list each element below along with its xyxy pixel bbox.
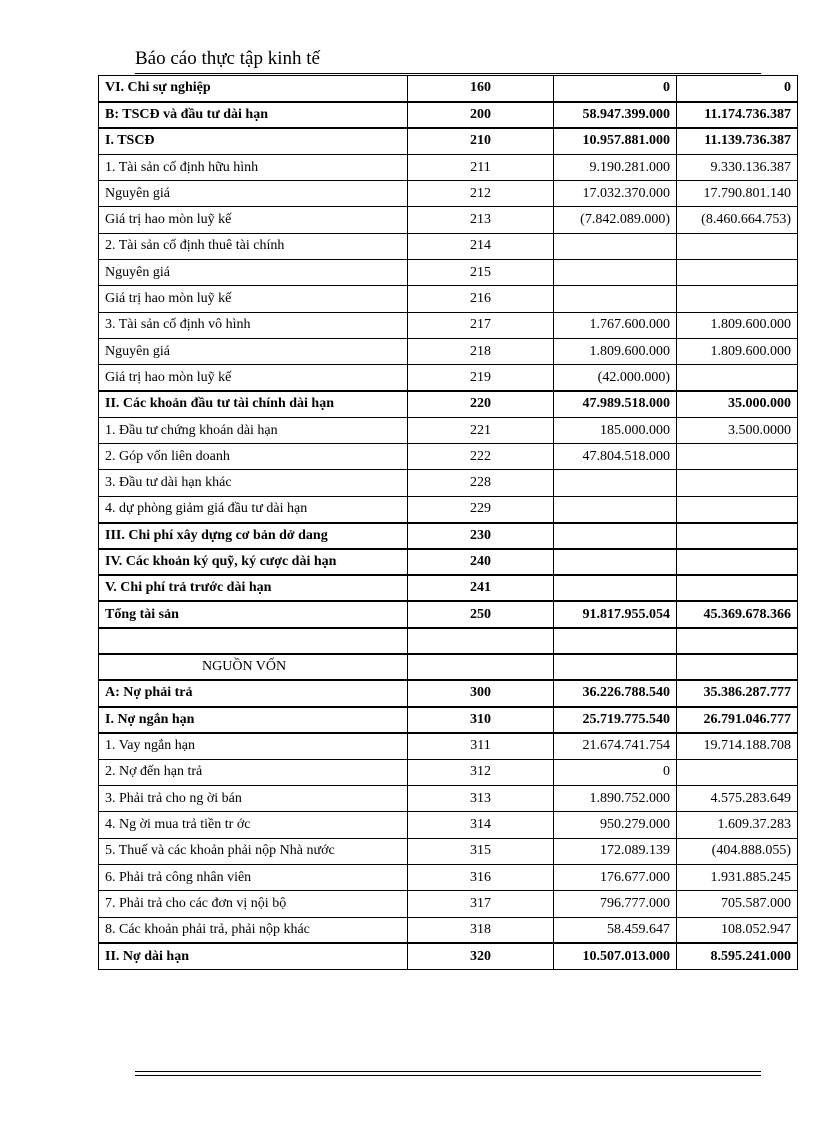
table-row xyxy=(99,680,798,706)
row-label: 6. Phải trả công nhân viên xyxy=(99,864,408,890)
row-label: Giá trị hao mòn luỹ kế xyxy=(99,286,408,312)
table-row xyxy=(99,864,798,890)
row-code: 240 xyxy=(408,549,554,575)
row-code: 229 xyxy=(408,496,554,522)
row-code: 313 xyxy=(408,786,554,812)
row-value-end: 1.609.37.283 xyxy=(677,812,798,838)
row-code: 211 xyxy=(408,154,554,180)
row-code: 312 xyxy=(408,759,554,785)
row-code xyxy=(408,654,554,680)
row-value-end xyxy=(677,654,798,680)
row-label: 4. Ng ời mua trả tiền tr ớc xyxy=(99,812,408,838)
table-row xyxy=(99,181,798,207)
table-row xyxy=(99,654,798,680)
table-row xyxy=(99,207,798,233)
row-code: 216 xyxy=(408,286,554,312)
row-value-end xyxy=(677,260,798,286)
row-code: 228 xyxy=(408,470,554,496)
row-value-start: 950.279.000 xyxy=(554,812,677,838)
row-value-start xyxy=(554,260,677,286)
table-row xyxy=(99,891,798,917)
row-value-end: (8.460.664.753) xyxy=(677,207,798,233)
row-label: 1. Vay ngắn hạn xyxy=(99,733,408,759)
row-value-end: 35.000.000 xyxy=(677,391,798,417)
table-row xyxy=(99,470,798,496)
row-value-end: 108.052.947 xyxy=(677,917,798,943)
row-value-end xyxy=(677,549,798,575)
row-label: V. Chi phí trả trước dài hạn xyxy=(99,575,408,601)
row-label: II. Nợ dài hạn xyxy=(99,943,408,969)
row-label: I. TSCĐ xyxy=(99,128,408,154)
row-value-end: 11.174.736.387 xyxy=(677,102,798,128)
row-value-start xyxy=(554,233,677,259)
row-value-start: 10.957.881.000 xyxy=(554,128,677,154)
row-value-end: 0 xyxy=(677,76,798,102)
table-row xyxy=(99,812,798,838)
row-label: I. Nợ ngắn hạn xyxy=(99,707,408,733)
row-label: Tổng tài sản xyxy=(99,601,408,627)
row-label: NGUỒN VỐN xyxy=(99,654,408,680)
row-label xyxy=(99,628,408,654)
row-value-start: (7.842.089.000) xyxy=(554,207,677,233)
row-value-end xyxy=(677,628,798,654)
row-code: 213 xyxy=(408,207,554,233)
table-row xyxy=(99,102,798,128)
table-row xyxy=(99,786,798,812)
row-label: 5. Thuế và các khoản phải nộp Nhà nước xyxy=(99,838,408,864)
row-value-end xyxy=(677,496,798,522)
row-value-start: 796.777.000 xyxy=(554,891,677,917)
row-value-end: 8.595.241.000 xyxy=(677,943,798,969)
row-value-end: 11.139.736.387 xyxy=(677,128,798,154)
table-row xyxy=(99,338,798,364)
row-value-start: 0 xyxy=(554,759,677,785)
row-label: IV. Các khoản ký quỹ, ký cược dài hạn xyxy=(99,549,408,575)
row-label: 7. Phải trả cho các đơn vị nội bộ xyxy=(99,891,408,917)
row-value-start xyxy=(554,523,677,549)
row-code: 221 xyxy=(408,417,554,443)
row-value-end: 3.500.0000 xyxy=(677,417,798,443)
row-code: 200 xyxy=(408,102,554,128)
row-label: 3. Tài sản cố định vô hình xyxy=(99,312,408,338)
table-row xyxy=(99,417,798,443)
row-value-end xyxy=(677,523,798,549)
table-row xyxy=(99,154,798,180)
row-code: 218 xyxy=(408,338,554,364)
row-value-end: 26.791.046.777 xyxy=(677,707,798,733)
balance-sheet-body xyxy=(99,76,798,970)
row-code: 300 xyxy=(408,680,554,706)
row-value-end: 35.386.287.777 xyxy=(677,680,798,706)
row-code: 317 xyxy=(408,891,554,917)
row-code: 210 xyxy=(408,128,554,154)
row-value-end xyxy=(677,286,798,312)
footer-rule-bottom xyxy=(135,1075,761,1076)
table-row xyxy=(99,496,798,522)
row-value-start: 10.507.013.000 xyxy=(554,943,677,969)
row-code: 315 xyxy=(408,838,554,864)
row-label: 2. Tài sản cố định thuê tài chính xyxy=(99,233,408,259)
row-code xyxy=(408,628,554,654)
row-code: 212 xyxy=(408,181,554,207)
row-value-start xyxy=(554,654,677,680)
row-code: 250 xyxy=(408,601,554,627)
row-value-start: 172.089.139 xyxy=(554,838,677,864)
row-value-start: 1.809.600.000 xyxy=(554,338,677,364)
row-value-start: 21.674.741.754 xyxy=(554,733,677,759)
row-code: 320 xyxy=(408,943,554,969)
row-value-end: 1.931.885.245 xyxy=(677,864,798,890)
table-row xyxy=(99,575,798,601)
row-value-start: 185.000.000 xyxy=(554,417,677,443)
row-label: III. Chi phí xây dựng cơ bản dở dang xyxy=(99,523,408,549)
row-value-start xyxy=(554,470,677,496)
row-label: Giá trị hao mòn luỹ kế xyxy=(99,365,408,391)
table-row xyxy=(99,601,798,627)
row-value-start: 47.989.518.000 xyxy=(554,391,677,417)
row-label: VI. Chi sự nghiệp xyxy=(99,76,408,102)
header-rule xyxy=(135,73,761,74)
row-label: A: Nợ phải trả xyxy=(99,680,408,706)
row-value-start xyxy=(554,575,677,601)
table-row xyxy=(99,838,798,864)
row-value-start xyxy=(554,549,677,575)
row-label: B: TSCĐ và đầu tư dài hạn xyxy=(99,102,408,128)
table-row xyxy=(99,76,798,102)
table-row xyxy=(99,943,798,969)
table-row xyxy=(99,733,798,759)
row-value-end xyxy=(677,575,798,601)
row-code: 311 xyxy=(408,733,554,759)
row-label: 3. Phải trả cho ng ời bán xyxy=(99,786,408,812)
row-value-end xyxy=(677,365,798,391)
row-value-end xyxy=(677,759,798,785)
row-code: 215 xyxy=(408,260,554,286)
row-value-start: 25.719.775.540 xyxy=(554,707,677,733)
table-row xyxy=(99,759,798,785)
row-value-start: 58.947.399.000 xyxy=(554,102,677,128)
row-value-start: 0 xyxy=(554,76,677,102)
row-code: 241 xyxy=(408,575,554,601)
row-code: 314 xyxy=(408,812,554,838)
row-code: 318 xyxy=(408,917,554,943)
table-row xyxy=(99,128,798,154)
row-value-end: 1.809.600.000 xyxy=(677,312,798,338)
row-value-start: 91.817.955.054 xyxy=(554,601,677,627)
row-value-end: (404.888.055) xyxy=(677,838,798,864)
table-row xyxy=(99,549,798,575)
table-row xyxy=(99,628,798,654)
row-value-end: 4.575.283.649 xyxy=(677,786,798,812)
row-value-end xyxy=(677,444,798,470)
row-value-start: (42.000.000) xyxy=(554,365,677,391)
row-code: 316 xyxy=(408,864,554,890)
row-value-end: 19.714.188.708 xyxy=(677,733,798,759)
table-row xyxy=(99,444,798,470)
row-label: II. Các khoản đầu tư tài chính dài hạn xyxy=(99,391,408,417)
footer-rule-top xyxy=(135,1071,761,1072)
row-code: 217 xyxy=(408,312,554,338)
row-value-end: 17.790.801.140 xyxy=(677,181,798,207)
table-row xyxy=(99,312,798,338)
row-code: 214 xyxy=(408,233,554,259)
row-value-start: 47.804.518.000 xyxy=(554,444,677,470)
row-code: 220 xyxy=(408,391,554,417)
row-label: 2. Nợ đến hạn trả xyxy=(99,759,408,785)
row-code: 222 xyxy=(408,444,554,470)
table-row xyxy=(99,391,798,417)
row-code: 219 xyxy=(408,365,554,391)
row-value-end xyxy=(677,233,798,259)
row-code: 230 xyxy=(408,523,554,549)
row-label: Giá trị hao mòn luỹ kế xyxy=(99,207,408,233)
row-label: 1. Đầu tư chứng khoán dài hạn xyxy=(99,417,408,443)
table-row xyxy=(99,286,798,312)
row-label: Nguyên giá xyxy=(99,260,408,286)
row-label: Nguyên giá xyxy=(99,181,408,207)
table-row xyxy=(99,233,798,259)
row-value-end: 45.369.678.366 xyxy=(677,601,798,627)
row-label: 4. dự phòng giảm giá đầu tư dài hạn xyxy=(99,496,408,522)
row-label: 3. Đầu tư dài hạn khác xyxy=(99,470,408,496)
row-value-start: 176.677.000 xyxy=(554,864,677,890)
row-label: 8. Các khoản phải trả, phải nộp khác xyxy=(99,917,408,943)
row-value-start xyxy=(554,286,677,312)
row-label: 1. Tài sản cố định hữu hình xyxy=(99,154,408,180)
row-value-start: 36.226.788.540 xyxy=(554,680,677,706)
row-value-start xyxy=(554,496,677,522)
row-value-end: 9.330.136.387 xyxy=(677,154,798,180)
table-row xyxy=(99,707,798,733)
page-header-title: Báo cáo thực tập kinh tế xyxy=(135,48,320,69)
row-value-end: 1.809.600.000 xyxy=(677,338,798,364)
row-code: 310 xyxy=(408,707,554,733)
row-value-start: 1.767.600.000 xyxy=(554,312,677,338)
row-value-start: 58.459.647 xyxy=(554,917,677,943)
table-row xyxy=(99,917,798,943)
row-label: Nguyên giá xyxy=(99,338,408,364)
balance-sheet-table xyxy=(98,75,798,970)
row-code: 160 xyxy=(408,76,554,102)
row-value-end xyxy=(677,470,798,496)
row-value-start: 17.032.370.000 xyxy=(554,181,677,207)
row-label: 2. Góp vốn liên doanh xyxy=(99,444,408,470)
row-value-end: 705.587.000 xyxy=(677,891,798,917)
row-value-start: 9.190.281.000 xyxy=(554,154,677,180)
row-value-start: 1.890.752.000 xyxy=(554,786,677,812)
row-value-start xyxy=(554,628,677,654)
table-row xyxy=(99,365,798,391)
table-row xyxy=(99,260,798,286)
table-row xyxy=(99,523,798,549)
